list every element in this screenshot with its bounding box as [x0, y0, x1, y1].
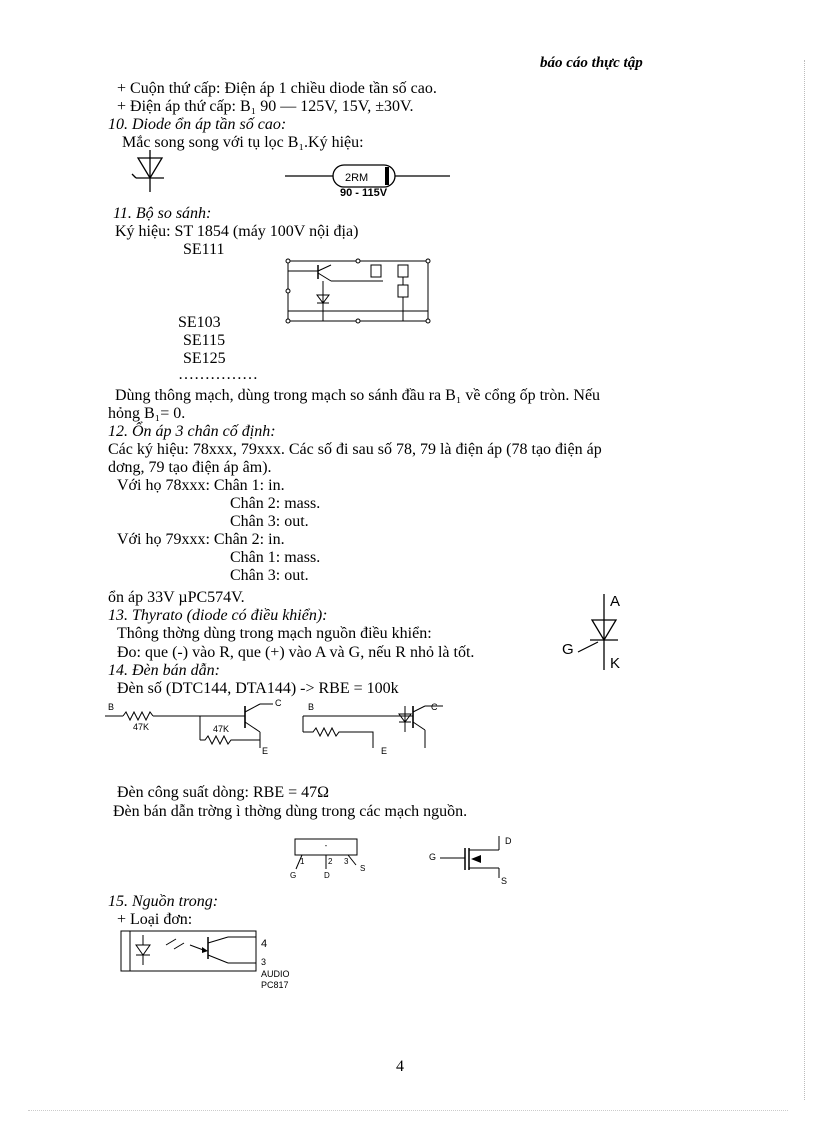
svg-text:-: - [324, 841, 328, 850]
text-line: Mắc song song với tụ lọc B₁.Ký hiệu: [122, 134, 364, 151]
text-line: Chân 3: out. [230, 567, 309, 584]
thyristor-g-label: G [562, 641, 574, 658]
text-line: Dùng thông mạch, dùng trong mạch so sánh đầu ra B₁ về cổng ốp tròn. Nếu [115, 387, 601, 404]
margin-guide [804, 60, 805, 1100]
text-line: Ký hiệu: ST 1854 (máy 100V nội địa) [115, 223, 359, 240]
opto-part-label: PC817 [261, 980, 289, 990]
text-line: Chân 3: out. [230, 513, 309, 530]
transistor-b-label: B [308, 702, 315, 712]
text-line: + Loại đơn: [117, 911, 193, 928]
transistor-e-label: E [381, 746, 388, 756]
footer-divider [28, 1110, 788, 1111]
fet-s-label: S [501, 876, 508, 886]
zener-diode-figure [130, 150, 190, 195]
text-line: Đèn số (DTC144, DTA144) -> RBE = 100k [117, 680, 399, 697]
package-d-label: D [324, 871, 330, 880]
text-line: Các ký hiệu: 78xxx, 79xxx. Các số đi sau số 78, 79 là điện áp (78 tạo điện áp [108, 441, 602, 458]
section-heading-13: 13. Thyrato (diode có điều khiển): [108, 607, 328, 624]
text-line: SE115 [183, 332, 226, 349]
transistor-c-label: C [431, 702, 438, 712]
thyristor-figure [560, 590, 630, 675]
text-line: …………… [178, 366, 258, 383]
package-pin-1: 1 [300, 857, 305, 866]
transistor-c-label: C [275, 698, 282, 708]
opto-pin-3: 3 [261, 957, 267, 967]
zener-range: 90 - 115V [340, 187, 388, 199]
fet-d-label: D [505, 836, 512, 846]
package-g-label: G [290, 871, 297, 880]
comparator-circuit-figure [283, 255, 433, 327]
zener-package-figure [285, 160, 455, 200]
transistor-b-label: B [108, 702, 115, 712]
transistor-resistor-label: 47K [133, 722, 150, 732]
text-line: Chân 1: mass. [230, 549, 321, 566]
text-line: Đèn bán dẫn trờng ì thờng dùng trong các mạch nguồn. [113, 803, 468, 820]
text-line: Chân 2: mass. [230, 495, 321, 512]
thyristor-k-label: K [610, 655, 621, 672]
section-heading-11: 11. Bộ so sánh: [113, 205, 212, 222]
section-heading-12: 12. Ổn áp 3 chân cố định: [108, 423, 276, 440]
text-line: hỏng B₁= 0. [108, 405, 186, 422]
package-pin-2: 2 [328, 857, 333, 866]
text-line: + Cuộn thứ cấp: Điện áp 1 chiều diode tần số cao. [117, 80, 437, 97]
page-number: 4 [396, 1058, 404, 1075]
text-line: Với họ 79xxx: Chân 2: in. [117, 531, 285, 548]
zener-label: 2RM [345, 172, 369, 184]
text-line: Đèn công suất dòng: RBE = 47Ω [117, 784, 330, 801]
digital-transistor-figure-1 [105, 698, 285, 758]
optocoupler-figure [118, 925, 318, 995]
section-heading-10: 10. Diode ổn áp tần số cao: [108, 116, 287, 133]
opto-pin-4: 4 [261, 938, 268, 950]
text-line: SE103 [178, 314, 221, 331]
package-s-label: S [360, 864, 366, 873]
header-title: báo cáo thực tập [540, 55, 643, 71]
text-line: Với họ 78xxx: Chân 1: in. [117, 477, 285, 494]
fet-figure [425, 832, 525, 887]
text-line: ổn áp 33V µPC574V. [108, 589, 245, 606]
package-pin-3: 3 [344, 857, 349, 866]
section-heading-15: 15. Nguồn trong: [108, 893, 219, 910]
section-heading-14: 14. Đèn bán dẫn: [108, 662, 220, 679]
transistor-e-label: E [262, 746, 269, 756]
text-line: + Điện áp thứ cấp: B₁ 90 — 125V, 15V, ±30V. [117, 98, 414, 115]
thyristor-a-label: A [610, 593, 621, 610]
fet-g-label: G [429, 852, 437, 862]
transistor-resistor-label: 47K [213, 724, 230, 734]
text-line: SE111 [183, 241, 225, 258]
text-line: Thông thờng dùng trong mạch nguồn điều khiển: [117, 625, 432, 642]
digital-transistor-figure-2 [293, 700, 453, 760]
package-figure [290, 835, 370, 880]
text-line: dơng, 79 tạo điện áp âm). [108, 459, 272, 476]
opto-audio-label: AUDIO [261, 969, 290, 979]
text-line: Đo: que (-) vào R, que (+) vào A và G, nếu R nhỏ là tốt. [117, 644, 475, 661]
text-line: SE125 [183, 350, 226, 367]
